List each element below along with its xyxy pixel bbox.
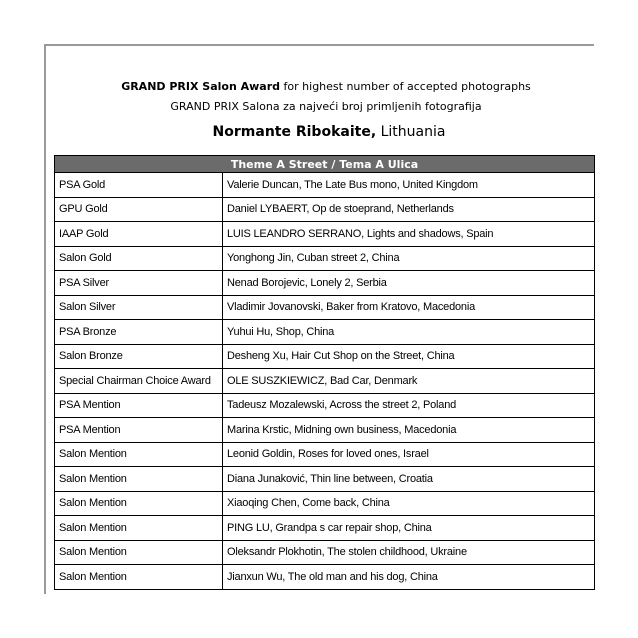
table-row: [55, 442, 595, 467]
award-cell: PSA Mention: [55, 418, 223, 443]
table-row: [55, 369, 595, 394]
grand-prix-winner: [64, 124, 594, 140]
award-cell: PSA Bronze: [55, 320, 223, 345]
winner-cell: OLE SUSZKIEWICZ, Bad Car, Denmark: [223, 369, 595, 394]
table-row: [55, 320, 595, 345]
winner-cell: Daniel LYBAERT, Op de stoeprand, Netherlands: [223, 197, 595, 222]
winner-cell: LUIS LEANDRO SERRANO, Lights and shadows, Spain: [223, 222, 595, 247]
award-cell: Salon Mention: [55, 540, 223, 565]
winner-cell: PING LU, Grandpa s car repair shop, China: [223, 516, 595, 541]
table-row: [55, 418, 595, 443]
award-cell: Salon Silver: [55, 295, 223, 320]
awards-table-body: [55, 173, 595, 590]
grand-prix-line: [58, 80, 594, 93]
table-row: [55, 565, 595, 590]
award-cell: PSA Silver: [55, 271, 223, 296]
winner-cell: Oleksandr Plokhotin, The stolen childhood, Ukraine: [223, 540, 595, 565]
winner-cell: Diana Junaković, Thin line between, Croatia: [223, 467, 595, 492]
grand-prix-winner-country: Lithuania: [376, 124, 446, 140]
award-cell: PSA Mention: [55, 393, 223, 418]
winner-cell: Leonid Goldin, Roses for loved ones, Israel: [223, 442, 595, 467]
winner-cell: Vladimir Jovanovski, Baker from Kratovo, Macedonia: [223, 295, 595, 320]
winner-cell: Jianxun Wu, The old man and his dog, China: [223, 565, 595, 590]
grand-prix-award-description: for highest number of accepted photographs: [280, 80, 531, 93]
table-row: [55, 344, 595, 369]
table-row: [55, 295, 595, 320]
winner-cell: Xiaoqing Chen, Come back, China: [223, 491, 595, 516]
table-row: [55, 173, 595, 198]
table-row: [55, 540, 595, 565]
award-cell: IAAP Gold: [55, 222, 223, 247]
table-row: [55, 393, 595, 418]
grand-prix-translation: GRAND PRIX Salona za najveći broj primljenih fotografija: [170, 100, 482, 113]
award-cell: Salon Mention: [55, 565, 223, 590]
winner-cell: Nenad Borojevic, Lonely 2, Serbia: [223, 271, 595, 296]
winner-cell: Tadeusz Mozalewski, Across the street 2, Poland: [223, 393, 595, 418]
award-cell: PSA Gold: [55, 173, 223, 198]
table-row: [55, 197, 595, 222]
grand-prix-award-label: GRAND PRIX Salon Award: [121, 80, 281, 93]
theme-title: Theme A Street / Tema A Ulica: [55, 156, 595, 173]
table-row: [55, 222, 595, 247]
award-cell: Salon Mention: [55, 467, 223, 492]
table-row: [55, 491, 595, 516]
document-page: [44, 44, 594, 594]
table-header-row: [55, 156, 595, 173]
award-cell: Salon Mention: [55, 516, 223, 541]
table-row: [55, 467, 595, 492]
awards-table: [54, 155, 595, 590]
table-row: [55, 246, 595, 271]
award-cell: Special Chairman Choice Award: [55, 369, 223, 394]
winner-cell: Yuhui Hu, Shop, China: [223, 320, 595, 345]
winner-cell: Marina Krstic, Midning own business, Macedonia: [223, 418, 595, 443]
grand-prix-winner-name: Normante Ribokaite,: [212, 124, 377, 140]
table-row: [55, 271, 595, 296]
table-row: [55, 516, 595, 541]
award-cell: GPU Gold: [55, 197, 223, 222]
award-cell: Salon Gold: [55, 246, 223, 271]
award-cell: Salon Bronze: [55, 344, 223, 369]
winner-cell: Valerie Duncan, The Late Bus mono, United Kingdom: [223, 173, 595, 198]
winner-cell: Yonghong Jin, Cuban street 2, China: [223, 246, 595, 271]
award-cell: Salon Mention: [55, 491, 223, 516]
award-cell: Salon Mention: [55, 442, 223, 467]
winner-cell: Desheng Xu, Hair Cut Shop on the Street, China: [223, 344, 595, 369]
